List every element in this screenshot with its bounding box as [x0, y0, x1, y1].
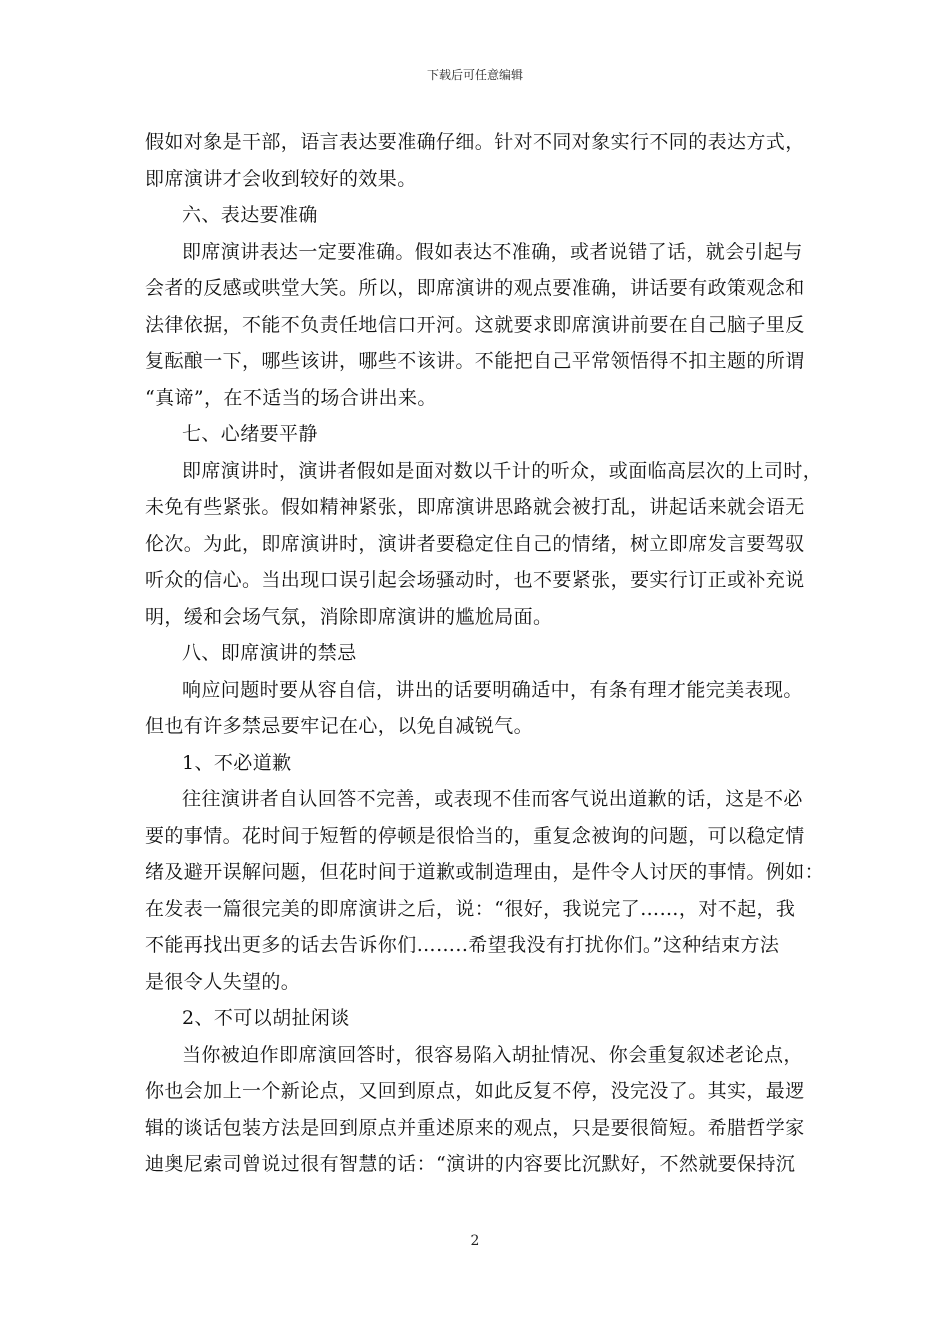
body-line: 迪奥尼索司曾说过很有智慧的话：“演讲的内容要比沉默好，不然就要保持沉: [145, 1153, 796, 1175]
body-line: 会者的反感或哄堂大笑。所以，即席演讲的观点要准确，讲话要有政策观念和: [145, 277, 805, 299]
body-line: 伦次。为此，即席演讲时，演讲者要稳定住自己的情绪，树立即席发言要驾驭: [145, 532, 805, 555]
paragraph-first-line: 当你被迫作即席演回答时，很容易陷入胡扯情况、你会重复叙述老论点，: [182, 1043, 803, 1066]
body-line: 辑的谈话包装方法是回到原点并重述原来的观点，只是要很简短。希腊哲学家: [145, 1116, 805, 1139]
body-line: 未免有些紧张。假如精神紧张，即席演讲思路就会被打乱，讲起话来就会语无: [145, 496, 805, 518]
body-line: 但也有许多禁忌要牢记在心，以免自减锐气。: [145, 715, 534, 737]
body-line: “真谛”，在不适当的场合讲出来。: [145, 386, 437, 409]
body-line: 在发表一篇很完美的即席演讲之后，说：“很好，我说完了……，对不起，我: [145, 897, 796, 920]
subsection-heading: 1、不必道歉: [182, 751, 292, 774]
body-line: 你也会加上一个新论点，又回到原点，如此反复不停，没完没了。其实，最逻: [145, 1080, 805, 1102]
section-heading: 七、心绪要平静: [182, 423, 318, 445]
body-line: 法律依据，不能不负责任地信口开河。这就要求即席演讲前要在自己脑子里反: [145, 313, 805, 336]
section-heading: 八、即席演讲的禁忌: [182, 642, 357, 664]
paragraph-first-line: 往往演讲者自认回答不完善，或表现不佳而客气说出道歉的话，这是不必: [182, 788, 803, 810]
body-line: 假如对象是干部，语言表达要准确仔细。针对不同对象实行不同的表达方式，: [145, 131, 805, 153]
body-line: 明，缓和会场气氛，消除即席演讲的尴尬局面。: [145, 605, 553, 628]
document-body: [145, 124, 825, 1183]
paragraph-first-line: 响应问题时要从容自信，讲出的话要明确适中，有条有理才能完美表现。: [182, 678, 803, 701]
body-line: 绪及避开误解问题，但花时间于道歉或制造理由，是件令人讨厌的事情。例如：: [145, 861, 825, 883]
body-line: 听众的信心。当出现口误引起会场骚动时，也不要紧张，要实行订正或补充说: [145, 569, 805, 591]
paragraph-first-line: 即席演讲表达一定要准确。假如表达不准确，或者说错了话，就会引起与: [182, 240, 803, 263]
section-heading: 六、表达要准确: [182, 204, 318, 226]
page-number: 2: [470, 1233, 480, 1249]
subsection-heading: 2、不可以胡扯闲谈: [182, 1007, 350, 1029]
body-line: 是很令人失望的。: [145, 970, 301, 993]
body-line: 不能再找出更多的话去告诉你们……..希望我没有打扰你们。”这种结束方法: [145, 934, 780, 956]
body-line: 复酝酿一下，哪些该讲，哪些不该讲。不能把自己平常领悟得不扣主题的所谓: [145, 350, 805, 372]
paragraph-first-line: 即席演讲时，演讲者假如是面对数以千计的听众，或面临高层次的上司时，: [182, 459, 823, 482]
body-line: 要的事情。花时间于短暂的停顿是很恰当的，重复念被询的问题，可以稳定情: [145, 824, 805, 847]
page-header: 下载后可任意编辑: [426, 68, 523, 82]
body-line: 即席演讲才会收到较好的效果。: [145, 167, 417, 190]
